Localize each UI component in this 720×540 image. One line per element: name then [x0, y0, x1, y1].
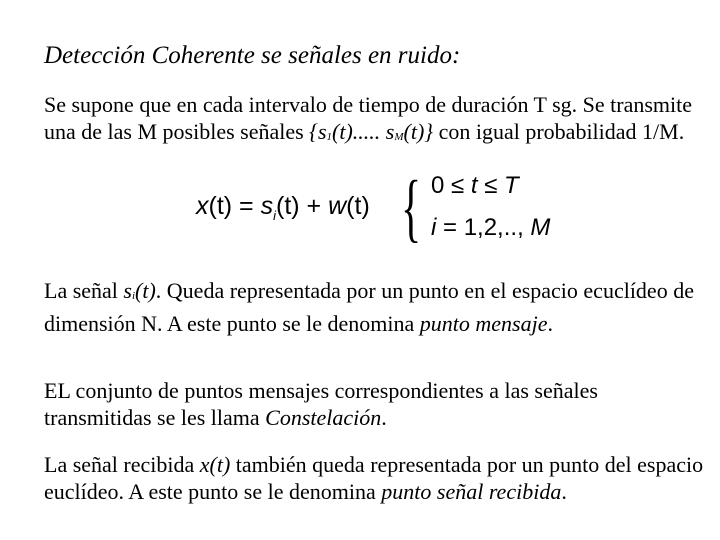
equation-lhs: $x(t) = s_i(t) + w(t)$ — [196, 192, 370, 223]
term-punto-mensaje: punto mensaje — [419, 311, 548, 336]
signal-si: si(t) — [123, 278, 156, 303]
constellation-paragraph: EL conjunto de puntos mensajes correspondientes a las señales transmitidas se les llama Constelación. — [44, 378, 598, 430]
received-point-paragraph: La señal recibida x(t) también queda representada por un punto del espacio euclídeo. A este punto se le denomina punto señal recibida. — [44, 452, 704, 504]
term-punto-senal-recibida: punto señal recibida — [381, 479, 562, 504]
intro-paragraph — [44, 91, 704, 151]
received-signal-equation — [196, 166, 556, 250]
term-constelacion: Constelación — [265, 405, 382, 430]
time-condition: 0 ≤ t ≤ T — [431, 172, 519, 199]
point-message-paragraph: La señal si(t). Queda representada por un punto en el espacio ecuclídeo de dimensión N. A este punto se le denomina punto mensaje. — [44, 278, 694, 336]
left-brace: { — [401, 166, 422, 250]
intro-text-a: Se supone que en cada intervalo de tiempo de duración T sg. Se transmite una de las M posibles señales — [44, 92, 693, 144]
intro-text-b: con igual probabilidad 1/M. — [433, 119, 685, 144]
term-xt: x(t) — [199, 452, 231, 477]
index-condition: i = 1,2,.., M — [431, 214, 551, 241]
signal-set: {s1(t)..... sM(t)} — [309, 119, 434, 144]
slide-title: Detección Coherente se señales en ruido: — [44, 42, 461, 69]
